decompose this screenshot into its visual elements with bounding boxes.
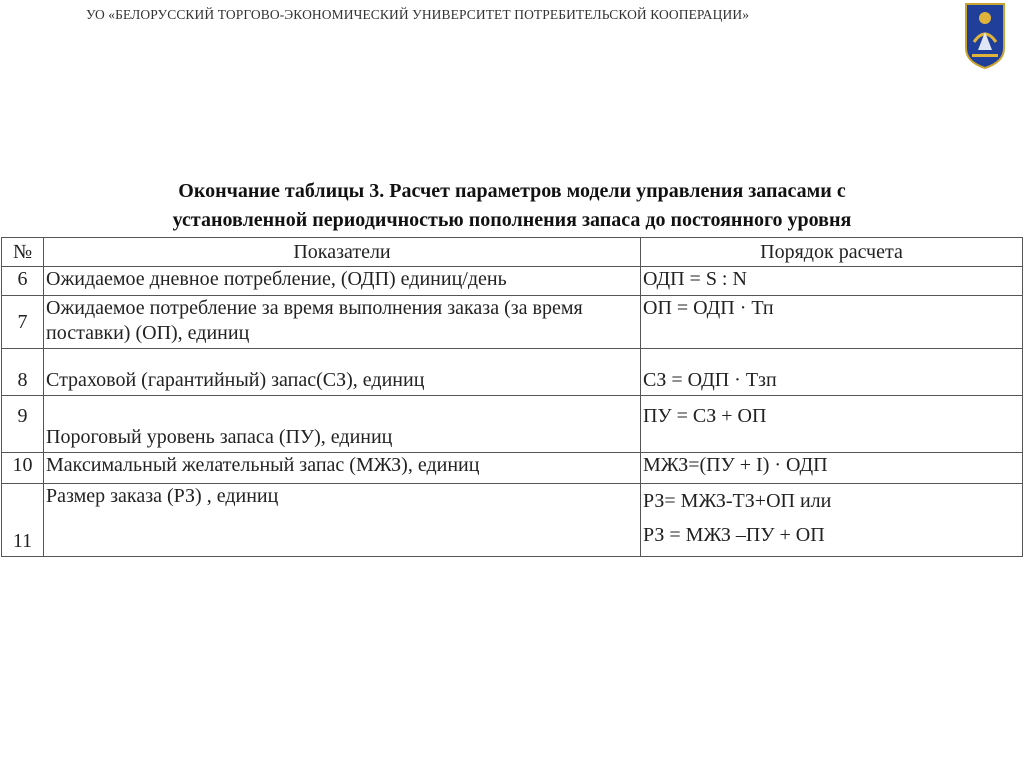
row-number: 6	[2, 267, 44, 296]
table-row	[2, 267, 1023, 296]
table-title-line-1: Окончание таблицы 3. Расчет параметров модели управления запасами с	[178, 180, 846, 202]
row-number: 8	[2, 349, 44, 396]
row-formula-line-2: РЗ = МЖЗ –ПУ + ОП	[643, 524, 825, 546]
table-row	[2, 349, 1023, 396]
table-header-row	[2, 238, 1023, 267]
row-indicator: Максимальный желательный запас (МЖЗ), единиц	[44, 453, 641, 484]
row-number: 10	[2, 453, 44, 484]
row-number: 9	[2, 396, 44, 453]
table-title-line-2: установленной периодичностью пополнения запаса до постоянного уровня	[172, 209, 852, 231]
inventory-parameters-table	[1, 237, 1023, 557]
row-formula: ПУ = СЗ + ОП	[641, 396, 1023, 453]
row-formula	[641, 484, 1023, 557]
organization-header: УО «БЕЛОРУССКИЙ ТОРГОВО-ЭКОНОМИЧЕСКИЙ УНИВЕРСИТЕТ ПОТРЕБИТЕЛЬСКОЙ КООПЕРАЦИИ»	[86, 7, 750, 22]
row-formula-line-1: РЗ= МЖЗ-ТЗ+ОП или	[643, 490, 832, 512]
row-indicator: Пороговый уровень запаса (ПУ), единиц	[44, 396, 641, 453]
row-indicator: Ожидаемое потребление за время выполнения заказа (за время поставки) (ОП), единиц	[44, 296, 641, 349]
table-title	[0, 177, 1024, 235]
row-indicator: Страховой (гарантийный) запас(СЗ), единиц	[44, 349, 641, 396]
row-formula: ОДП = S : N	[641, 267, 1023, 296]
table-row	[2, 484, 1023, 557]
column-header-indicators: Показатели	[44, 238, 641, 267]
row-formula: СЗ = ОДП · Тзп	[641, 349, 1023, 396]
row-formula: ОП = ОДП · Тп	[641, 296, 1023, 349]
row-indicator: Размер заказа (РЗ) , единиц	[44, 484, 641, 557]
table-row	[2, 296, 1023, 349]
university-coat-of-arms-icon	[964, 2, 1006, 70]
table-row	[2, 453, 1023, 484]
row-formula: МЖЗ=(ПУ + I) · ОДП	[641, 453, 1023, 484]
column-header-calculation: Порядок расчета	[641, 238, 1023, 267]
row-number: 11	[2, 484, 44, 557]
table-row	[2, 396, 1023, 453]
row-indicator: Ожидаемое дневное потребление, (ОДП) единиц/день	[44, 267, 641, 296]
column-header-number: №	[2, 238, 44, 267]
row-number: 7	[2, 296, 44, 349]
